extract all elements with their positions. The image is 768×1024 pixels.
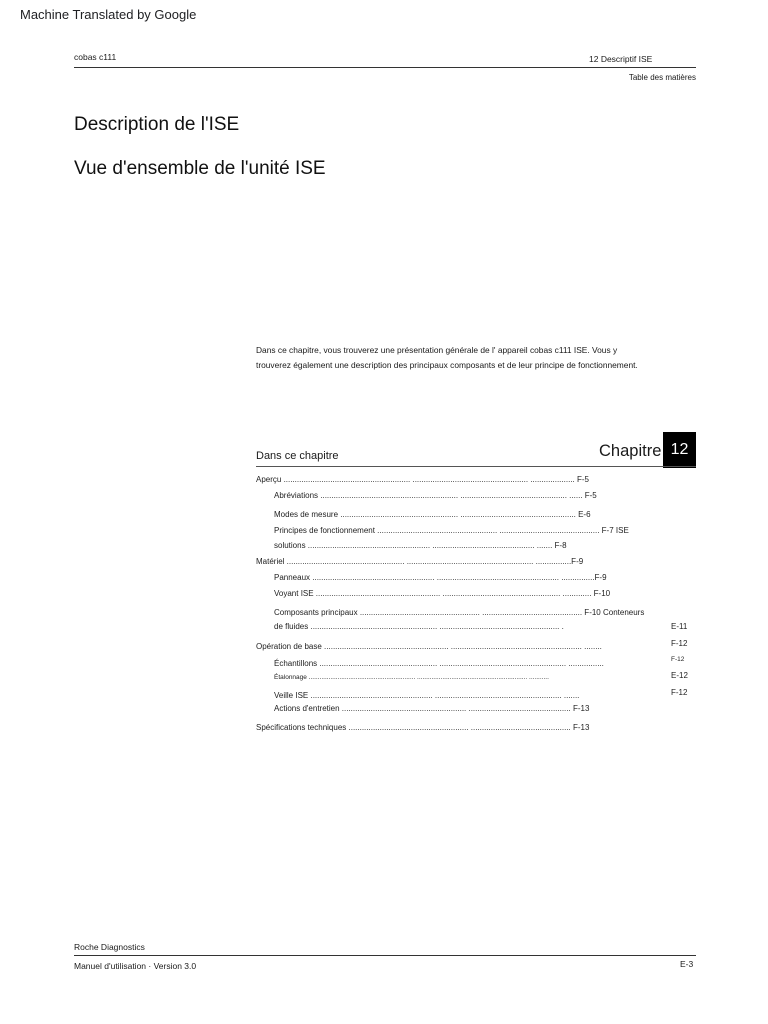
toc-entry-actions[interactable]: Actions d'entretien ........................................................ .............................................. F-13 bbox=[274, 704, 590, 713]
toc-entry-operation[interactable]: Opération de base ........................................................ ........................................................... ........ bbox=[256, 642, 602, 651]
toc-entry-fluides[interactable]: de fluides ......................................................... ...................................................... . bbox=[274, 622, 564, 631]
page-title: Description de l'ISE bbox=[74, 114, 240, 135]
footer-rule bbox=[74, 955, 696, 956]
chapter-intro bbox=[256, 343, 696, 373]
toc-entry-solutions[interactable]: solutions ....................................................... .............................................. ....... F-8 bbox=[274, 541, 567, 550]
chapter-label: Chapitre bbox=[599, 442, 662, 460]
chapter-number-badge: 12 bbox=[663, 432, 696, 468]
toc-entry-etalonnage[interactable]: Étalonnage ........................................................... ............................................................. ........... bbox=[274, 674, 549, 681]
toc-entry-echantillons[interactable]: Échantillons ..................................................... ......................................................... ................ bbox=[274, 659, 604, 668]
toc-page-operation: F-12 bbox=[671, 639, 688, 648]
toc-entry-composants[interactable]: Composants principaux ...................................................... ............................................. F-10 Conteneurs bbox=[274, 608, 645, 617]
toc-entry-apercu[interactable]: Aperçu ......................................................... .................................................... .................... F-5 bbox=[256, 475, 589, 484]
toc-page-veille: F-12 bbox=[671, 688, 688, 697]
toc-entry-principes[interactable]: Principes de fonctionnement ...................................................... ............................................. F-7 ISE bbox=[274, 526, 629, 535]
header-product: cobas c111 bbox=[74, 52, 117, 62]
footer-company: Roche Diagnostics bbox=[74, 942, 145, 952]
toc-entry-specifications[interactable]: Spécifications techniques ...................................................... ............................................. F-13 bbox=[256, 723, 590, 732]
toc-page-etalonnage: E-12 bbox=[671, 671, 688, 680]
toc-rule bbox=[256, 466, 696, 467]
toc-entry-voyant[interactable]: Voyant ISE ........................................................ ..................................................... ............. F-10 bbox=[274, 589, 611, 598]
header-rule bbox=[74, 67, 696, 68]
intro-line-1: Dans ce chapitre, vous trouverez une présentation générale de l' appareil cobas c111 ISE. Vous y bbox=[256, 345, 618, 355]
toc-page-echantillons: F-12 bbox=[671, 656, 685, 663]
toc-entry-abreviations[interactable]: Abréviations .............................................................. ................................................ ...... F-5 bbox=[274, 491, 597, 500]
header-section: Table des matières bbox=[628, 73, 696, 82]
footer-manual: Manuel d'utilisation · Version 3.0 bbox=[74, 961, 197, 971]
footer-page-number: E-3 bbox=[680, 959, 694, 969]
page-subtitle: Vue d'ensemble de l'unité ISE bbox=[74, 158, 326, 179]
toc-entry-modes-mesure[interactable]: Modes de mesure ..................................................... .................................................... E-6 bbox=[274, 510, 591, 519]
header-chapter: 12 Descriptif ISE bbox=[589, 54, 653, 64]
intro-line-2: trouverez également une description des principaux composants et de leur principe de fonctionnement. bbox=[256, 360, 638, 370]
toc-page-fluides: E-11 bbox=[671, 622, 688, 631]
toc-entry-veille[interactable]: Veille ISE ....................................................... ......................................................... ....... bbox=[274, 691, 580, 700]
translation-banner: Machine Translated by Google bbox=[20, 7, 197, 22]
toc-entry-materiel[interactable]: Matériel ..................................................... ......................................................... ................F-9 bbox=[256, 557, 584, 566]
in-chapter-heading: Dans ce chapitre bbox=[256, 450, 339, 462]
toc-entry-panneaux[interactable]: Panneaux ....................................................... ....................................................... ...............F-9 bbox=[274, 573, 607, 582]
